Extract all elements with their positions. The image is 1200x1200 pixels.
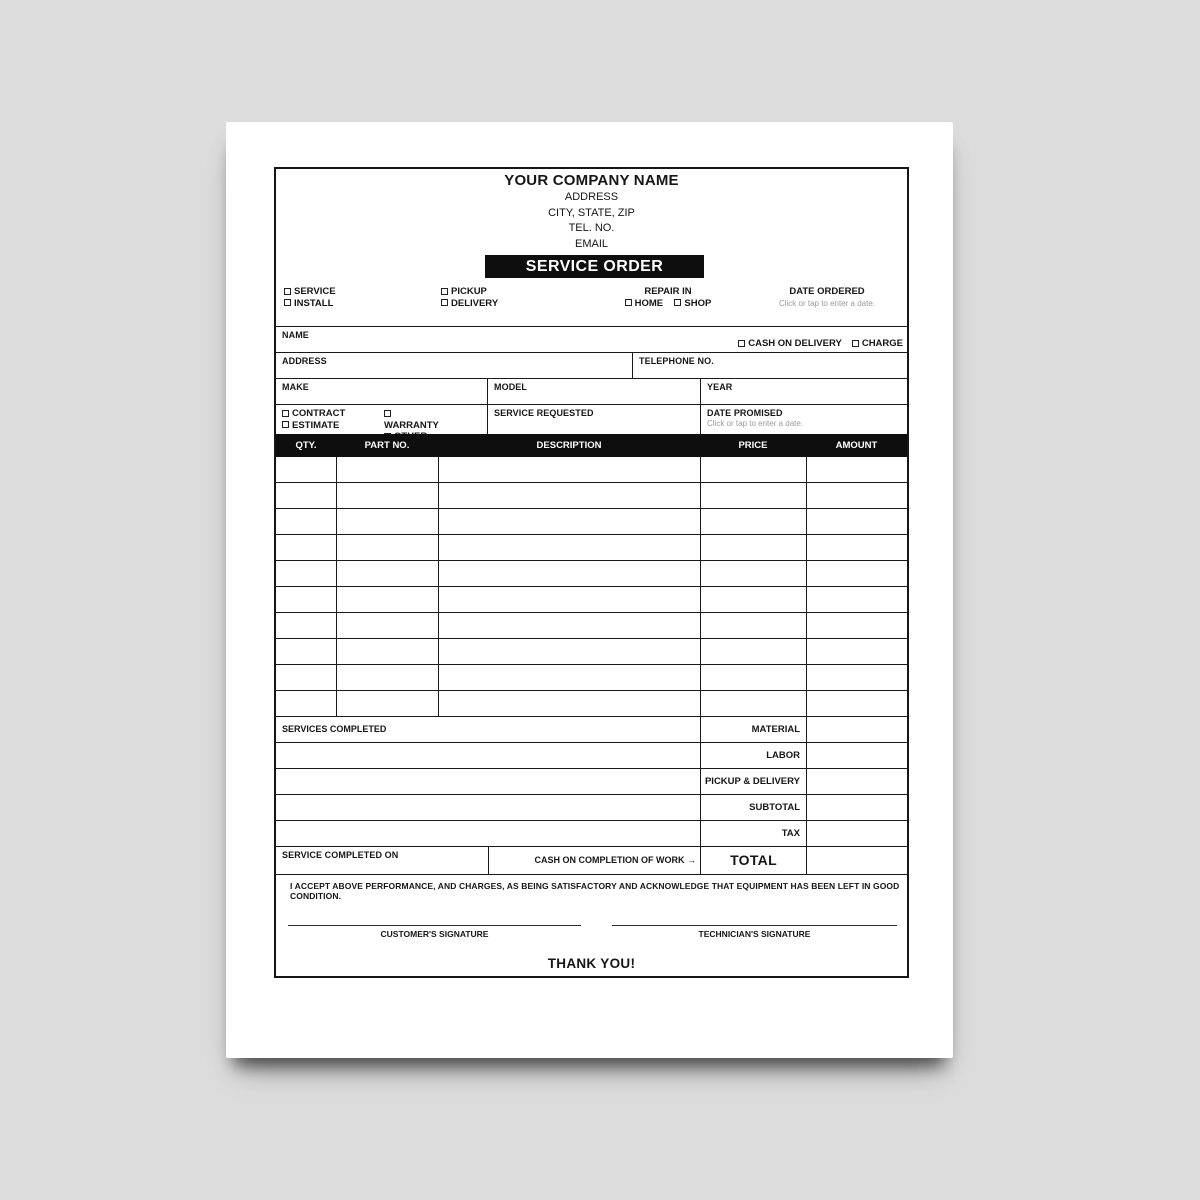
qty-cell[interactable]: [276, 561, 336, 586]
item-row: [276, 561, 907, 587]
estimate-option[interactable]: ESTIMATE: [282, 420, 345, 432]
description-cell[interactable]: [438, 457, 700, 482]
subtotal-label: SUBTOTAL: [700, 795, 806, 820]
qty-cell[interactable]: [276, 639, 336, 664]
delivery-option[interactable]: DELIVERY: [441, 298, 498, 310]
amount-cell[interactable]: [806, 665, 907, 690]
qty-column-header: QTY.: [295, 440, 317, 451]
warranty-option[interactable]: WARRANTY: [384, 408, 439, 431]
name-field[interactable]: [276, 327, 907, 352]
name-row: [276, 326, 907, 352]
form-title-banner: SERVICE ORDER: [485, 255, 704, 278]
address-field[interactable]: [276, 353, 632, 378]
part-no-cell[interactable]: [336, 509, 438, 534]
description-cell[interactable]: [438, 587, 700, 612]
amount-cell[interactable]: [806, 639, 907, 664]
services-completed-field[interactable]: [276, 821, 700, 846]
price-cell[interactable]: [700, 587, 806, 612]
item-row: [276, 639, 907, 665]
company-name: YOUR COMPANY NAME: [504, 172, 679, 189]
make-label: MAKE: [282, 382, 309, 392]
part-no-cell[interactable]: [336, 613, 438, 638]
amount-cell[interactable]: [806, 587, 907, 612]
qty-cell[interactable]: [276, 457, 336, 482]
part-no-cell[interactable]: [336, 639, 438, 664]
company-email: EMAIL: [574, 237, 608, 250]
install-checkbox[interactable]: [284, 299, 291, 306]
make-field[interactable]: [276, 379, 487, 404]
date-promised-picker[interactable]: Click or tap to enter a date.: [707, 419, 804, 428]
amount-cell[interactable]: [806, 483, 907, 508]
services-completed-label: SERVICES COMPLETED: [282, 724, 387, 734]
pickup-option[interactable]: PICKUP: [441, 286, 498, 298]
shop-option[interactable]: SHOP: [674, 298, 711, 309]
part-no-cell[interactable]: [336, 457, 438, 482]
qty-cell[interactable]: [276, 509, 336, 534]
warranty-checkbox[interactable]: [384, 410, 391, 417]
cash-on-delivery-checkbox[interactable]: [738, 340, 745, 347]
material-value-cell[interactable]: [806, 717, 907, 742]
cash-on-delivery-option[interactable]: CASH ON DELIVERY: [738, 338, 842, 349]
order-options: [276, 284, 907, 324]
totals-row: [276, 769, 907, 795]
description-cell[interactable]: [438, 535, 700, 560]
amount-cell[interactable]: [806, 613, 907, 638]
description-cell[interactable]: [438, 613, 700, 638]
totals-section: [276, 717, 907, 847]
part-no-cell[interactable]: [336, 561, 438, 586]
vehicle-row: [276, 378, 907, 404]
service-option[interactable]: SERVICE: [284, 286, 336, 298]
services-completed-field[interactable]: [276, 717, 700, 742]
service-requested-label: SERVICE REQUESTED: [494, 408, 594, 418]
qty-cell[interactable]: [276, 691, 336, 716]
item-row: [276, 587, 907, 613]
description-cell[interactable]: [438, 665, 700, 690]
date-promised-field: [700, 405, 907, 434]
company-header: [276, 172, 907, 252]
service-checkbox[interactable]: [284, 288, 291, 295]
year-label: YEAR: [707, 382, 733, 392]
totals-row: [276, 743, 907, 769]
tax-label: TAX: [700, 821, 806, 846]
price-cell[interactable]: [700, 509, 806, 534]
service-completed-on-label: SERVICE COMPLETED ON: [282, 850, 399, 860]
price-cell[interactable]: [700, 639, 806, 664]
service-order-form: [274, 167, 909, 978]
description-cell[interactable]: [438, 639, 700, 664]
total-row: [276, 847, 907, 875]
tax-value-cell[interactable]: [806, 821, 907, 846]
date-ordered-label: DATE ORDERED: [789, 286, 865, 297]
item-row: [276, 457, 907, 483]
material-label: MATERIAL: [700, 717, 806, 742]
totals-row: [276, 821, 907, 847]
shop-checkbox[interactable]: [674, 299, 681, 306]
company-address: ADDRESS: [564, 191, 619, 203]
delivery-checkbox[interactable]: [441, 299, 448, 306]
totals-row: [276, 717, 907, 743]
qty-cell[interactable]: [276, 587, 336, 612]
amount-cell[interactable]: [806, 535, 907, 560]
item-row: [276, 509, 907, 535]
description-column-header: DESCRIPTION: [536, 440, 602, 451]
charge-checkbox[interactable]: [852, 340, 859, 347]
description-cell[interactable]: [438, 561, 700, 586]
description-cell[interactable]: [438, 691, 700, 716]
part-no-cell[interactable]: [336, 665, 438, 690]
price-column-header: PRICE: [738, 440, 768, 451]
home-checkbox[interactable]: [625, 299, 632, 306]
address-row: [276, 352, 907, 378]
subtotal-value-cell[interactable]: [806, 795, 907, 820]
item-row: [276, 483, 907, 509]
items-table-body: [276, 457, 907, 717]
services-completed-field[interactable]: [276, 769, 700, 794]
part-no-column-header: PART NO.: [364, 440, 410, 451]
part-no-cell[interactable]: [336, 587, 438, 612]
technician-signature-line[interactable]: [612, 925, 897, 926]
labor-value-cell[interactable]: [806, 743, 907, 768]
item-row: [276, 613, 907, 639]
date-ordered-picker[interactable]: Click or tap to enter a date.: [778, 298, 876, 308]
amount-cell[interactable]: [806, 691, 907, 716]
price-cell[interactable]: [700, 613, 806, 638]
thank-you-message: THANK YOU!: [547, 956, 636, 971]
company-city-state-zip: CITY, STATE, ZIP: [548, 206, 635, 219]
pickup-delivery-label: PICKUP & DELIVERY: [700, 769, 806, 794]
amount-column-header: AMOUNT: [835, 440, 878, 451]
telephone-label: TELEPHONE NO.: [639, 356, 714, 366]
contract-option[interactable]: CONTRACT: [282, 408, 345, 420]
qty-cell[interactable]: [276, 535, 336, 560]
year-field[interactable]: [700, 379, 907, 404]
services-completed-field[interactable]: [276, 743, 700, 768]
description-cell[interactable]: [438, 483, 700, 508]
item-row: [276, 665, 907, 691]
contract-checkbox[interactable]: [282, 410, 289, 417]
service-completed-on-field[interactable]: [276, 847, 488, 874]
service-requested-field[interactable]: [487, 405, 700, 434]
amount-cell[interactable]: [806, 457, 907, 482]
qty-cell[interactable]: [276, 665, 336, 690]
qty-cell[interactable]: [276, 613, 336, 638]
company-tel: TEL. NO.: [568, 222, 615, 234]
install-option[interactable]: INSTALL: [284, 298, 336, 310]
price-cell[interactable]: [700, 561, 806, 586]
price-cell[interactable]: [700, 665, 806, 690]
customer-signature-label: CUSTOMER'S SIGNATURE: [380, 929, 489, 939]
amount-cell[interactable]: [806, 509, 907, 534]
price-cell[interactable]: [700, 457, 806, 482]
request-row: [276, 404, 907, 434]
home-option[interactable]: HOME: [625, 298, 664, 309]
paper-sheet: [226, 122, 953, 1058]
pickup-delivery-value-cell[interactable]: [806, 769, 907, 794]
total-value-cell[interactable]: [806, 847, 907, 874]
amount-cell[interactable]: [806, 561, 907, 586]
date-promised-label: DATE PROMISED: [707, 408, 783, 418]
items-table-header: [276, 434, 907, 457]
labor-label: LABOR: [700, 743, 806, 768]
services-completed-field[interactable]: [276, 795, 700, 820]
part-no-cell[interactable]: [336, 483, 438, 508]
totals-row: [276, 795, 907, 821]
repair-in-label: REPAIR IN: [644, 286, 692, 297]
cash-on-completion-label: CASH ON COMPLETION OF WORK →: [488, 847, 700, 874]
item-row: [276, 535, 907, 561]
model-field[interactable]: [487, 379, 700, 404]
charge-option[interactable]: CHARGE: [852, 338, 903, 349]
job-type-field: [276, 405, 487, 434]
pickup-checkbox[interactable]: [441, 288, 448, 295]
telephone-field[interactable]: [632, 353, 907, 378]
total-label: TOTAL: [700, 847, 806, 874]
name-label: NAME: [282, 330, 309, 340]
price-cell[interactable]: [700, 535, 806, 560]
qty-cell[interactable]: [276, 483, 336, 508]
model-label: MODEL: [494, 382, 527, 392]
item-row: [276, 691, 907, 717]
estimate-checkbox[interactable]: [282, 421, 289, 428]
acceptance-statement: I ACCEPT ABOVE PERFORMANCE, AND CHARGES, AS BEING SATISFACTORY AND ACKNOWLEDGE THAT EQUIPMENT HAS BEEN LEFT IN GOOD CONDITION.: [290, 881, 900, 901]
part-no-cell[interactable]: [336, 535, 438, 560]
description-cell[interactable]: [438, 509, 700, 534]
price-cell[interactable]: [700, 483, 806, 508]
technician-signature-label: TECHNICIAN'S SIGNATURE: [698, 929, 811, 939]
customer-signature-line[interactable]: [288, 925, 581, 926]
address-label: ADDRESS: [282, 356, 327, 366]
price-cell[interactable]: [700, 691, 806, 716]
part-no-cell[interactable]: [336, 691, 438, 716]
